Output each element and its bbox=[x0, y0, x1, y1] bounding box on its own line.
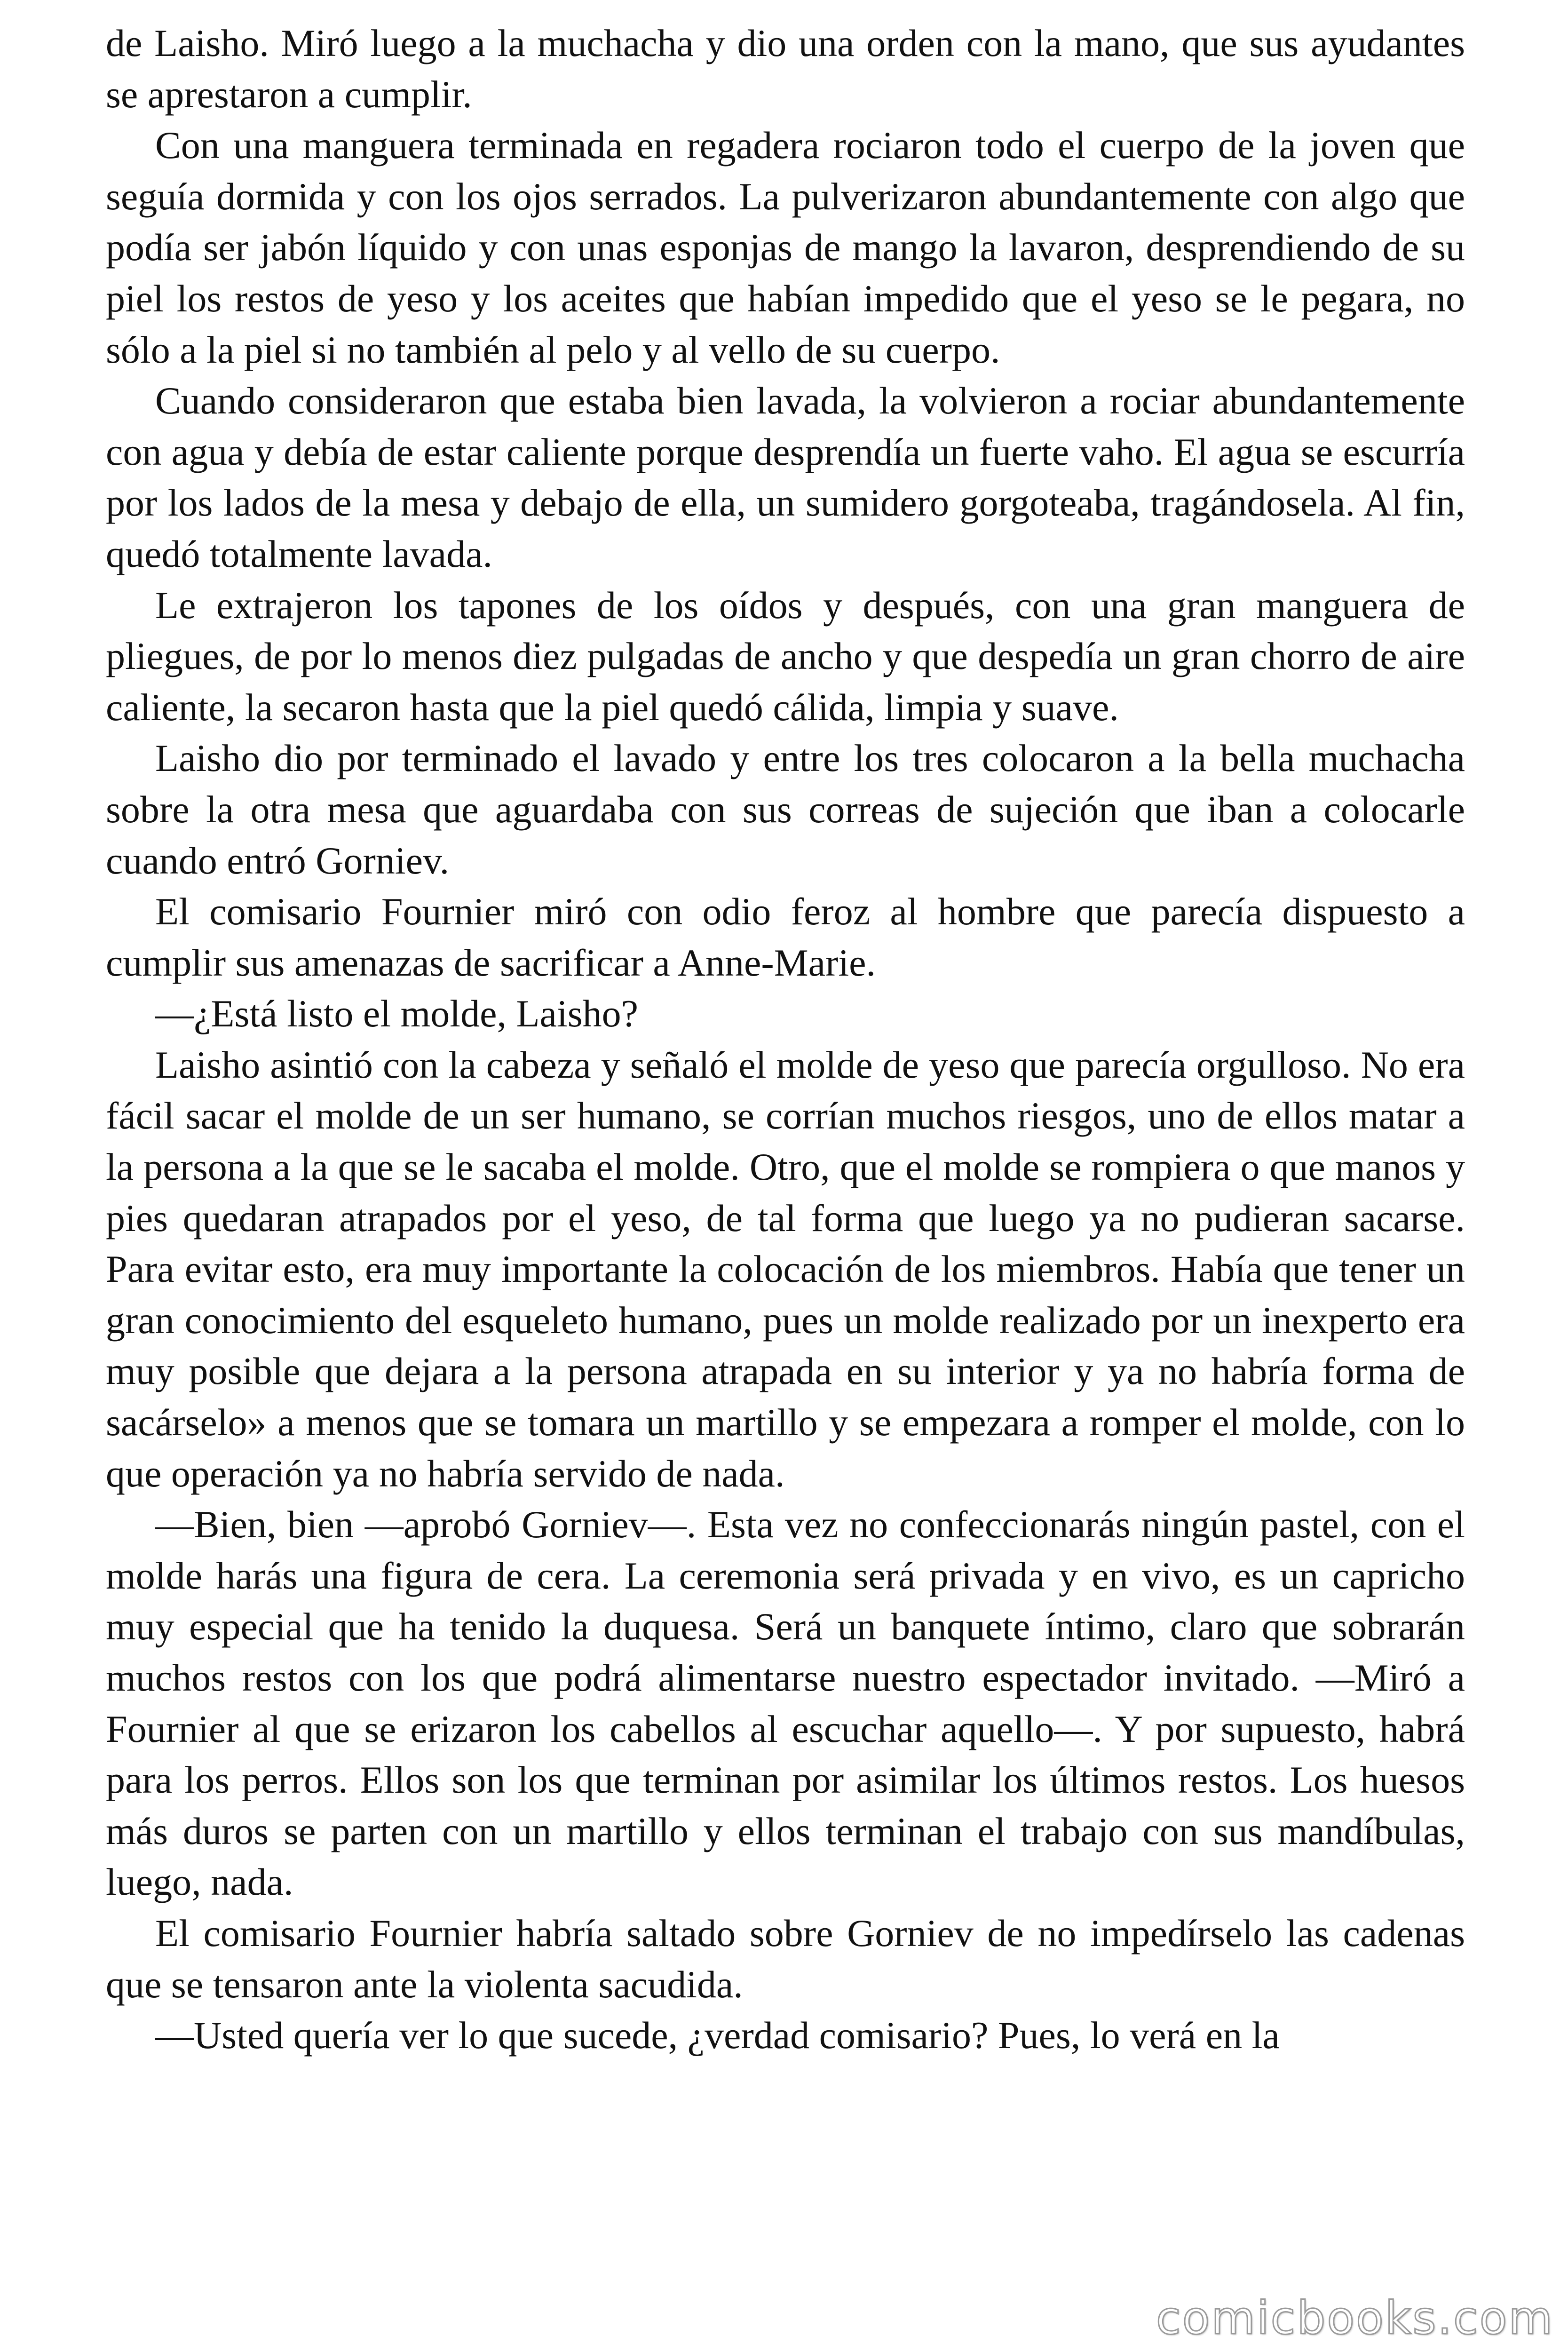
paragraph-10: El comisario Fournier habría saltado sobre Gorniev de no impedírselo las cadenas que se tensaron ante la violenta sacudida. bbox=[106, 1911, 1465, 2006]
paragraph-4: Le extrajeron los tapones de los oídos y después, con una gran manguera de pliegues, de por lo menos diez pulgadas de ancho y que despedía un gran chorro de aire caliente, la secaron hasta que la piel quedó cálida, limpia y suave. bbox=[106, 583, 1465, 729]
paragraph-6: El comisario Fournier miró con odio feroz al hombre que parecía dispuesto a cumplir sus amenazas de sacrificar a Anne-Marie. bbox=[106, 890, 1465, 984]
paragraph-1: de Laisho. Miró luego a la muchacha y dio una orden con la mano, que sus ayudantes se aprestaron a cumplir. bbox=[106, 22, 1465, 116]
watermark: comicbooks.com bbox=[1156, 2292, 1554, 2344]
paragraph-5: Laisho dio por terminado el lavado y entre los tres colocaron a la bella muchacha sobre la otra mesa que aguardaba con sus correas de sujeción que iban a colocarle cuando entró Gorniev. bbox=[106, 737, 1465, 882]
paragraph-8: Laisho asintió con la cabeza y señaló el molde de yeso que parecía orgulloso. No era fácil sacar el molde de un ser humano, se corrían muchos riesgos, uno de ellos matar a la persona a la que se le sacaba el molde. Otro, que el molde se rompiera o que manos y pies quedaran atrapados por el yeso, de tal forma que luego ya no pudieran sacarse. Para evitar esto, era muy importante la colocación de los miembros. Había que tener un gran conocimiento del esqueleto humano, pues un molde realizado por un inexperto era muy posible que dejara a la persona atrapada en su interior y ya no habría forma de sacárselo» a menos que se tomara un martillo y se empezara a romper el molde, con lo que operación ya no habría servido de nada. bbox=[106, 1043, 1465, 1495]
paragraph-11: —Usted quería ver lo que sucede, ¿verdad comisario? Pues, lo verá en la bbox=[155, 2014, 1280, 2057]
paragraph-9: —Bien, bien —aprobó Gorniev—. Esta vez no confeccionarás ningún pastel, con el molde harás una figura de cera. La ceremonia será privada y en vivo, es un capricho muy especial que ha tenido la duquesa. Será un banquete íntimo, claro que sobrarán muchos restos con los que podrá alimentarse nuestro espectador invitado. —Miró a Fournier al que se erizaron los cabellos al escuchar aquello—. Y por supuesto, habrá para los perros. Ellos son los que terminan por asimilar los últimos restos. Los huesos más duros se parten con un martillo y ellos terminan el trabajo con sus mandíbulas, luego, nada. bbox=[106, 1503, 1465, 1904]
paragraph-3: Cuando consideraron que estaba bien lavada, la volvieron a rociar abundantemente con agua y debía de estar caliente porque desprendía un fuerte vaho. El agua se escurría por los lados de la mesa y debajo de ella, un sumidero gorgoteaba, tragándosela. Al fin, quedó totalmente lavada. bbox=[106, 379, 1465, 575]
paragraph-7: —¿Está listo el molde, Laisho? bbox=[155, 992, 639, 1035]
paragraph-2: Con una manguera terminada en regadera rociaron todo el cuerpo de la joven que seguía dormida y con los ojos serrados. La pulverizaron abundantemente con algo que podía ser jabón líquido y con unas esponjas de mango la lavaron, desprendiendo de su piel los restos de yeso y los aceites que habían impedido que el yeso se le pegara, no sólo a la piel si no también al pelo y al vello de su cuerpo. bbox=[106, 124, 1465, 371]
body-text bbox=[106, 18, 1465, 2061]
